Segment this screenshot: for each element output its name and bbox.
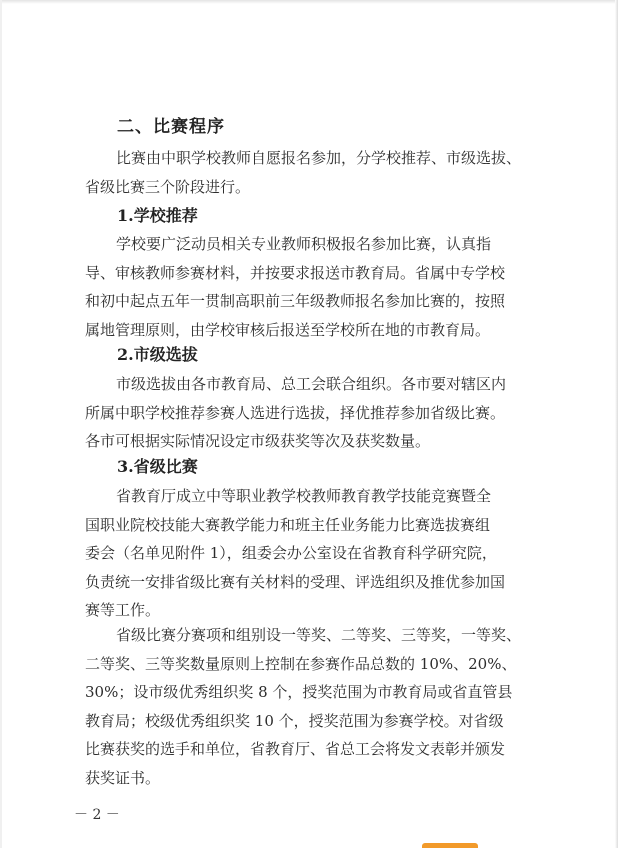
scan-stain-mark <box>422 843 478 848</box>
school-recommendation-paragraph <box>85 230 547 344</box>
paragraph-line: 赛等工作。 <box>85 601 161 619</box>
subsection-title-provincial-competition: 3.省级比赛 <box>117 457 198 476</box>
city-selection-paragraph <box>85 370 547 456</box>
provincial-competition-paragraph <box>85 482 547 625</box>
paragraph-line: 教育局；校级优秀组织奖 10 个，授奖范围为参赛学校。对省级 <box>85 711 504 730</box>
subsection-title-city-selection: 2.市级选拔 <box>117 345 198 364</box>
page-number: － 2 － <box>74 807 120 823</box>
section-heading: 二、比赛程序 <box>117 117 225 137</box>
scan-edge-left <box>0 0 2 848</box>
subsection-title-school-recommendation: 1.学校推荐 <box>117 206 198 225</box>
scan-edge-top <box>0 0 618 4</box>
intro-paragraph <box>85 144 547 201</box>
paragraph-line: 比赛由中职学校教师自愿报名参加，分学校推荐、市级选拔、 <box>116 149 522 167</box>
paragraph-line: 省教育厅成立中等职业教学校教师教育教学技能竞赛暨全 <box>116 487 492 505</box>
paragraph-line: 市级选拔由各市教育局、总工会联合组织。各市要对辖区内 <box>116 375 507 393</box>
paragraph-line: 负责统一安排省级比赛有关材料的受理、评选组织及推优参加国 <box>85 572 506 591</box>
paragraph-line: 委会（名单见附件 1），组委会办公室设在省教育科学研究院， <box>85 544 497 562</box>
paragraph-line: 省级比赛分赛项和组别设一等奖、二等奖、三等奖，一等奖、 <box>116 626 522 644</box>
paragraph-line: 学校要广泛动员相关专业教师积极报名参加比赛，认真指 <box>116 235 492 253</box>
paragraph-line: 导、审核教师参赛材料，并按要求报送市教育局。省属中专学校 <box>85 263 506 282</box>
paragraph-line: 30%；设市级优秀组织奖 8 个，授奖范围为市教育局或省直管县 <box>85 683 513 701</box>
paragraph-line: 比赛获奖的选手和单位，省教育厅、省总工会将发文表彰并颁发 <box>85 740 506 758</box>
paragraph-line: 所属中职学校推荐参赛人选进行选拔，择优推荐参加省级比赛。 <box>85 403 506 422</box>
paragraph-line: 各市可根据实际情况设定市级获奖等次及获奖数量。 <box>85 432 431 450</box>
paragraph-line: 属地管理原则，由学校审核后报送至学校所在地的市教育局。 <box>85 320 491 339</box>
paragraph-line: 和初中起点五年一贯制高职前三年级教师报名参加比赛的，按照 <box>85 292 506 310</box>
awards-paragraph <box>85 621 547 792</box>
paragraph-line: 省级比赛三个阶段进行。 <box>85 177 251 196</box>
paragraph-line: 获奖证书。 <box>85 768 161 787</box>
paragraph-line: 国职业院校技能大赛教学能力和班主任业务能力比赛选拔赛组 <box>85 515 491 534</box>
paragraph-line: 二等奖、三等奖数量原则上控制在参赛作品总数的 10%、20%、 <box>85 654 517 673</box>
